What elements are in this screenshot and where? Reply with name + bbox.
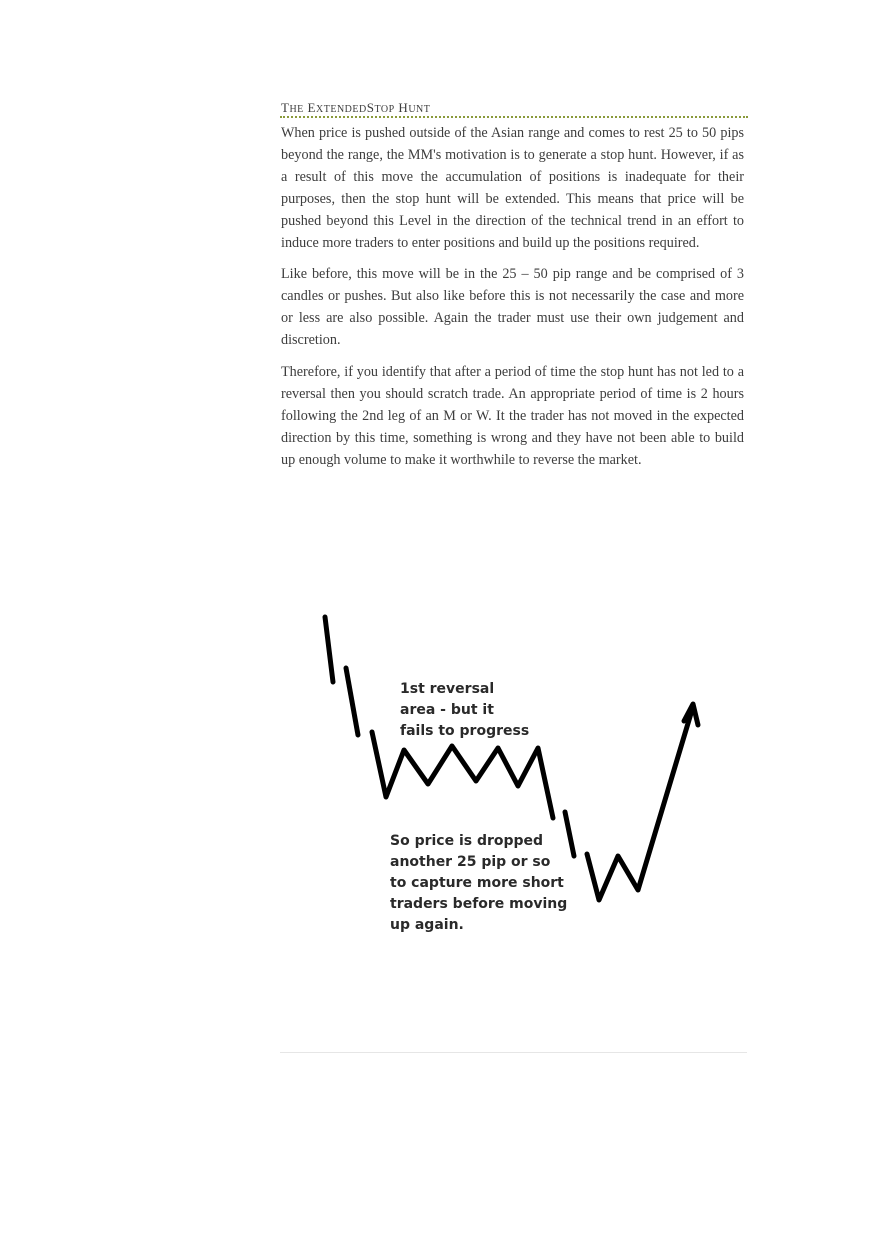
body-text xyxy=(281,123,744,482)
paragraph-2: Like before, this move will be in the 25 – 50 pip range and be comprised of 3 candles or pushes. But also like before this is not necessarily the case and more or less are also possible. Again the trader must use their own judgement and discretion. xyxy=(281,266,744,349)
descent-segment-1 xyxy=(325,617,333,682)
annotation-extended-drop: So price is dropped another 25 pip or so to capture more short traders before moving up again. xyxy=(390,833,568,933)
annotation-first-reversal: 1st reversal area - but it fails to progress xyxy=(400,681,530,739)
descent-segment-2 xyxy=(346,668,358,735)
w-reversal-and-rally xyxy=(587,710,692,900)
heading-divider xyxy=(280,116,748,118)
paragraph-3: Therefore, if you identify that after a period of time the stop hunt has not led to a reversal then you should scratch trade. An appropriate period of time is 2 hours following the 2nd leg of an M or W. It the trader has not moved in the expected direction by this time, something is wrong and they have not been able to build up enough volume to make it worthwhile to reverse the market. xyxy=(281,364,744,468)
section-heading: THE EXTENDEDSTOP HUNT xyxy=(281,100,431,115)
paragraph-1: When price is pushed outside of the Asian range and comes to rest 25 to 50 pips beyond the range, the MM's motivation is to generate a stop hunt. However, if as a result of this move the accumulation of positions is inadequate for their purposes, then the stop hunt will be extended. This means that price will be pushed beyond this Level in the direction of the technical trend in an effort to induce more traders to enter positions and build up the positions required. xyxy=(281,125,744,251)
first-reversal-zigzag xyxy=(372,732,553,818)
footer-divider xyxy=(280,1052,747,1053)
